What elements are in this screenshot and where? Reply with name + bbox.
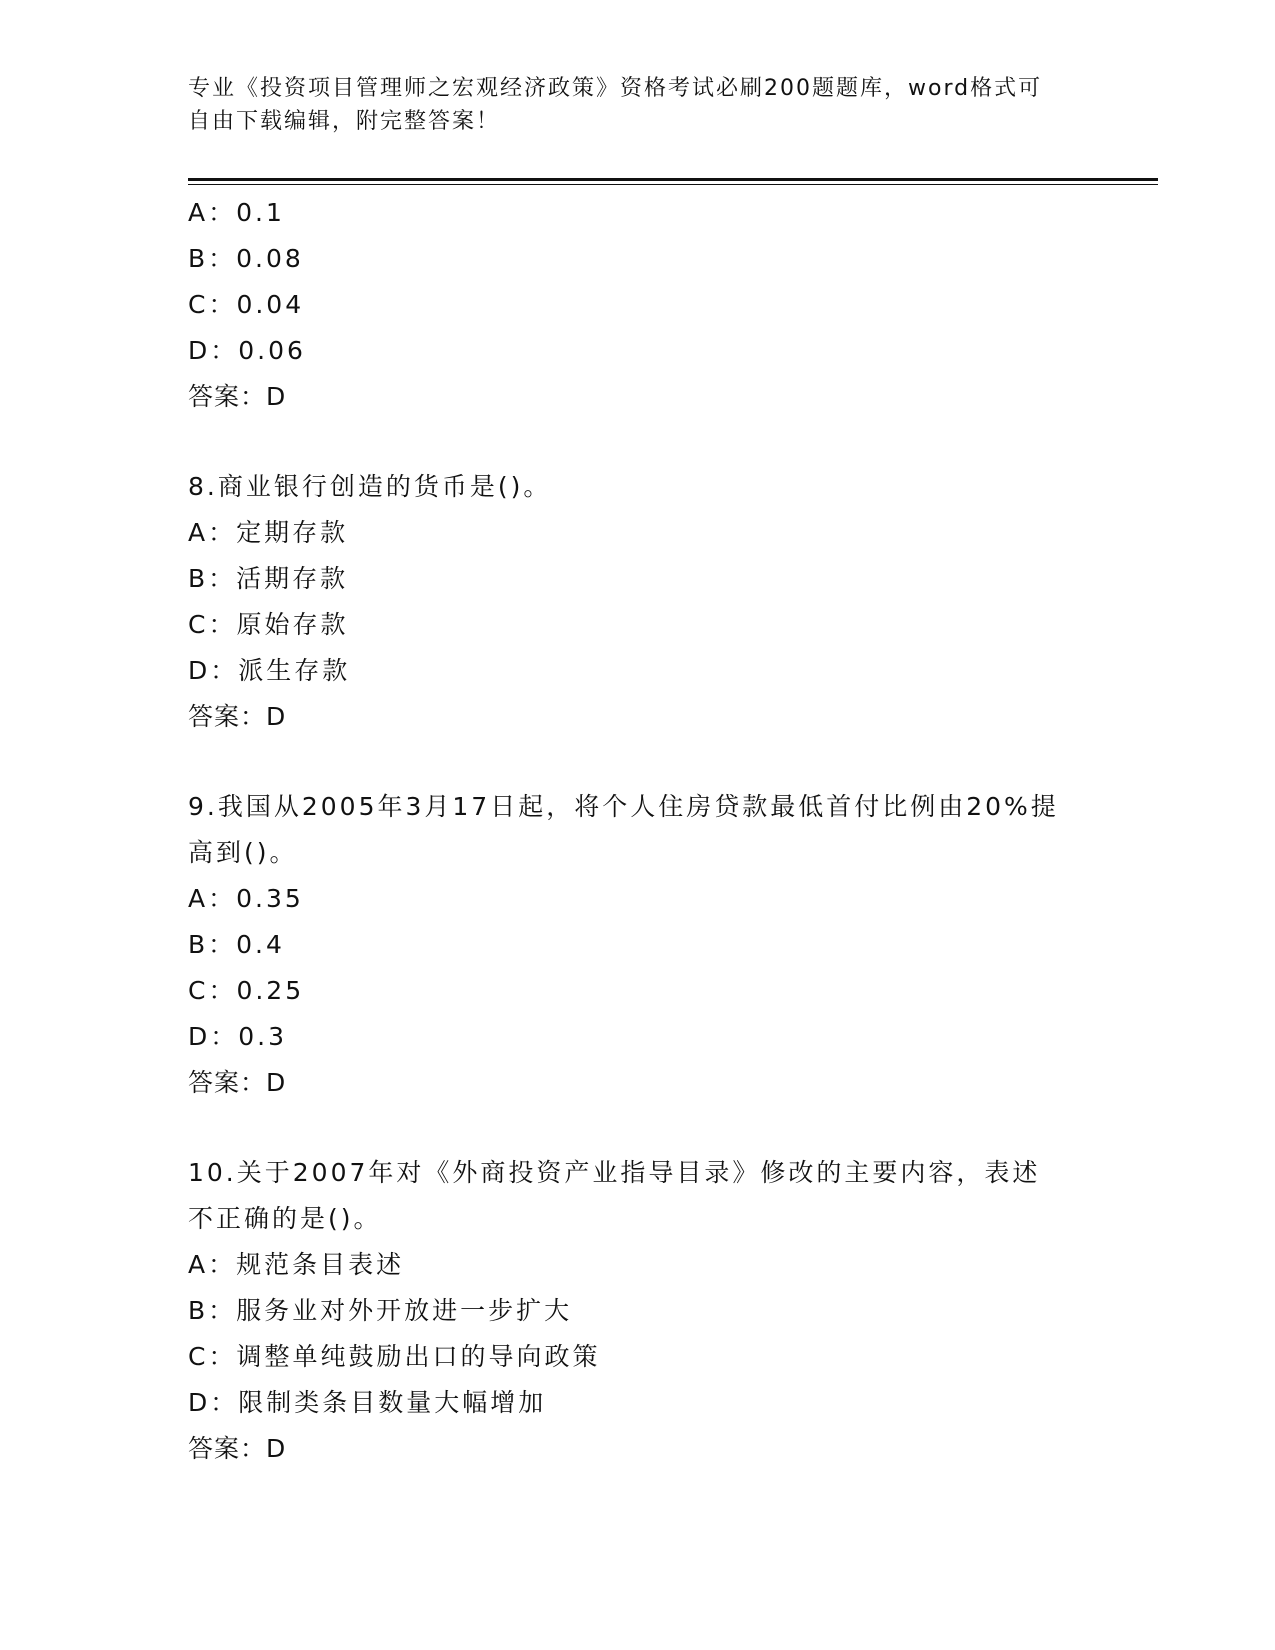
document-header: [188, 72, 1088, 138]
option-a: A：定期存款: [188, 518, 349, 547]
question-text-line-2: 不正确的是()。: [188, 1204, 382, 1233]
answer-line: 答案：D: [188, 1434, 287, 1463]
option-d: D：0.06: [188, 336, 306, 365]
header-line-1: 专业《投资项目管理师之宏观经济政策》资格考试必刷200题题库，word格式可: [188, 76, 1043, 101]
option-b: B：活期存款: [188, 564, 349, 593]
question-list: [188, 190, 1088, 1472]
spacer: [188, 1106, 1088, 1150]
question-text: 8.商业银行创造的货币是()。: [188, 472, 552, 501]
answer-line: 答案：D: [188, 1068, 287, 1097]
header-line-2: 自由下载编辑，附完整答案！: [188, 109, 501, 134]
answer-line: 答案：D: [188, 382, 287, 411]
option-a: A：规范条目表述: [188, 1250, 405, 1279]
question-text-line-1: 9.我国从2005年3月17日起，将个人住房贷款最低首付比例由20%提: [188, 792, 1059, 821]
question-block-7: [188, 190, 1088, 420]
option-c: C：0.04: [188, 290, 305, 319]
option-d: D：派生存款: [188, 656, 351, 685]
question-text-line-1: 10.关于2007年对《外商投资产业指导目录》修改的主要内容，表述: [188, 1158, 1041, 1187]
option-a: A：0.1: [188, 198, 285, 227]
spacer: [188, 420, 1088, 464]
answer-line: 答案：D: [188, 702, 287, 731]
option-c: C：0.25: [188, 976, 305, 1005]
option-d: D：限制类条目数量大幅增加: [188, 1388, 547, 1417]
question-text-line-2: 高到()。: [188, 838, 298, 867]
header-divider-thick: [188, 178, 1158, 181]
spacer: [188, 740, 1088, 784]
option-b: B：0.4: [188, 930, 285, 959]
option-d: D：0.3: [188, 1022, 288, 1051]
option-c: C：原始存款: [188, 610, 349, 639]
option-c: C：调整单纯鼓励出口的导向政策: [188, 1342, 601, 1371]
option-b: B：0.08: [188, 244, 304, 273]
question-block-9: [188, 784, 1088, 1106]
header-divider-thin: [188, 184, 1158, 185]
question-block-10: [188, 1150, 1088, 1472]
option-b: B：服务业对外开放进一步扩大: [188, 1296, 573, 1325]
option-a: A：0.35: [188, 884, 304, 913]
question-block-8: [188, 464, 1088, 740]
